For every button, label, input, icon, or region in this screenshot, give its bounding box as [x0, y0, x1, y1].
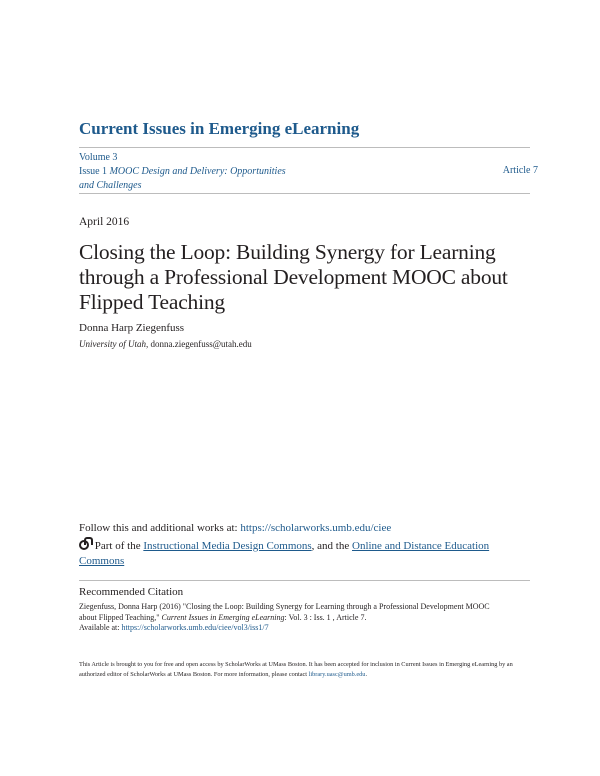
article-number[interactable]: Article 7: [502, 165, 538, 176]
footer-text: This Article is brought to you for free and open access by ScholarWorks at UMass Boston. It has been accepted for inclusion in Current Issues in Emerging eLearning by an authorized editor of ScholarWorks at UMass Boston. For more information, please contact: [79, 661, 513, 678]
follow-link[interactable]: https://scholarworks.umb.edu/ciee: [240, 522, 392, 534]
available-label: Available at:: [79, 623, 120, 632]
citation-line-1: Ziegenfuss, Donna Harp (2016) "Closing the Loop: Building Synergy for Learning through a Professional Development MOOC: [79, 602, 490, 611]
citation-text: [79, 602, 509, 634]
issue-topic: MOOC Design and Delivery: Opportunities: [109, 166, 286, 177]
commons-link-instructional-media[interactable]: Instructional Media Design Commons: [143, 540, 312, 552]
author-email[interactable]: donna.ziegenfuss@utah.edu: [150, 339, 252, 349]
issue-link[interactable]: [79, 165, 286, 179]
affiliation-institution: University of Utah: [79, 339, 146, 349]
citation-journal: Current Issues in Emerging eLearning: [161, 612, 285, 622]
citation-line-2: [79, 613, 509, 624]
citation-available: [79, 623, 509, 634]
part-of-prefix: Part of the: [94, 540, 141, 552]
recommended-citation-heading: Recommended Citation: [79, 586, 184, 598]
journal-title[interactable]: Current Issues in Emerging eLearning: [79, 119, 360, 138]
paper-title: Closing the Loop: Building Synergy for Learning through a Professional Development MOOC about Flipped Teaching: [79, 240, 508, 314]
header-divider: [79, 147, 530, 148]
follow-text: Follow this and additional works at:: [79, 522, 238, 534]
volume-issue-block: [79, 151, 286, 193]
issue-prefix: Issue 1: [79, 166, 108, 177]
publication-date: April 2016: [79, 216, 130, 228]
available-link[interactable]: https://scholarworks.umb.edu/ciee/vol3/iss1/7: [121, 623, 269, 632]
footer-note: [79, 660, 519, 680]
commons-link-online-distance[interactable]: Online and Distance Education Commons: [79, 540, 490, 567]
affiliation-sep: ,: [146, 339, 151, 349]
and-the-text: , and the: [311, 540, 350, 552]
author-name[interactable]: Donna Harp Ziegenfuss: [79, 322, 185, 334]
citation-divider: [79, 580, 530, 581]
footer-end: .: [365, 671, 368, 678]
header-divider-bottom: [79, 193, 530, 194]
footer-email-link[interactable]: library.uasc@umb.edu: [308, 671, 366, 678]
citation-line-2-suffix: : Vol. 3 : Iss. 1 , Article 7.: [284, 612, 367, 622]
part-of-line: [79, 539, 519, 569]
open-access-lock-icon: [79, 540, 89, 550]
author-affiliation: [79, 339, 252, 349]
citation-line-2-prefix: about Flipped Teaching,": [79, 612, 160, 622]
volume-link[interactable]: Volume 3: [79, 152, 118, 163]
issue-topic-cont[interactable]: and Challenges: [79, 180, 142, 191]
follow-line: [79, 522, 391, 534]
